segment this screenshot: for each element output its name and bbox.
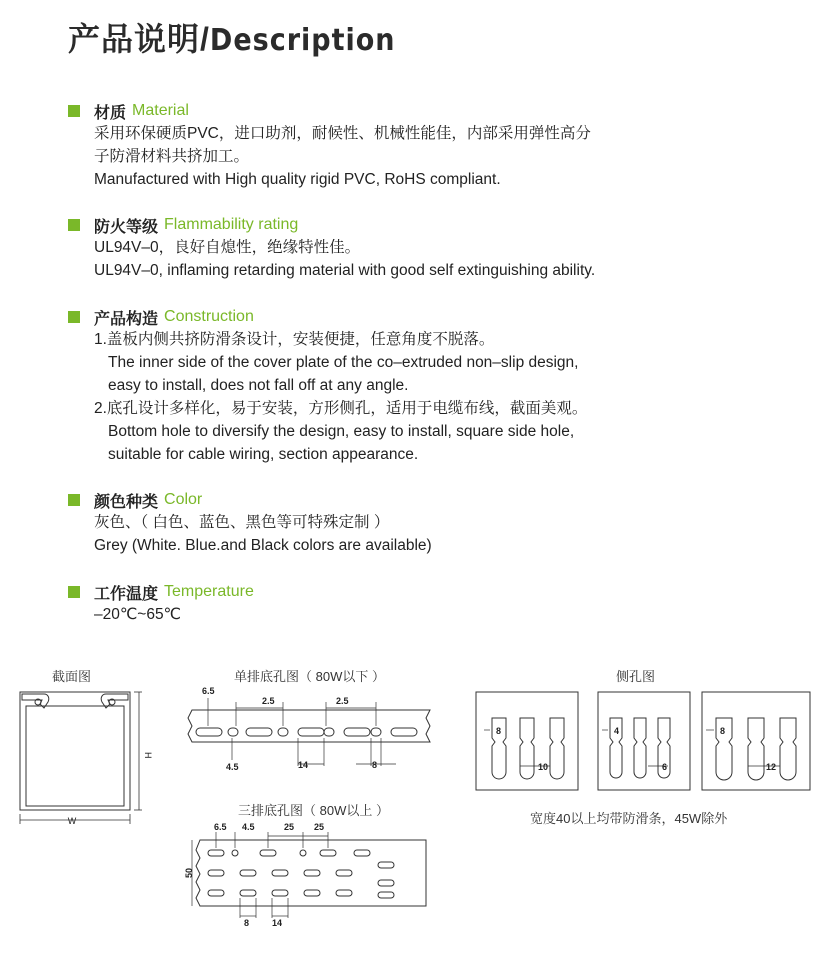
cross-section-label: 截面图 (52, 669, 92, 684)
title-slash: / (200, 21, 210, 57)
text-line: 灰色、（ 白色、蓝色、黑色等可特殊定制 ） (94, 514, 390, 531)
text-line: 2.底孔设计多样化，易于安装，方形侧孔，适用于电缆布线，截面美观。 (94, 400, 588, 417)
text-line: Bottom hole to diversify the design, easy to install, square side hole, (108, 423, 575, 440)
title-zh: 产品说明 (68, 21, 201, 57)
side-hole-label: 侧孔图 (616, 669, 656, 684)
dim-label: 25 (284, 822, 295, 832)
section-heading-en: Material (132, 102, 189, 119)
title-en: Description (209, 23, 396, 58)
dim-label: 12 (766, 762, 777, 772)
text-line: UL94V–0，良好自熄性，绝缘特性佳。 (94, 239, 361, 256)
dim-label: 6 (662, 762, 668, 772)
bullet-square-icon (68, 586, 80, 598)
section-heading-zh: 颜色种类 (94, 493, 159, 511)
section-construction (68, 306, 587, 466)
text-line: 采用环保硬质PVC，进口助剂，耐候性、机械性能佳，内部采用弹性高分 (94, 125, 591, 142)
section-heading-en: Color (164, 491, 203, 508)
dim-label: 50 (184, 867, 194, 878)
dim-label: 14 (272, 918, 283, 928)
page-title (68, 14, 396, 60)
dim-label: 8 (720, 726, 726, 736)
dim-label: 4 (614, 726, 620, 736)
dim-label: 2.5 (262, 696, 275, 706)
triple-row-label: 三排底孔图（ 80W以上 ） (238, 803, 389, 818)
section-heading-zh: 产品构造 (94, 310, 159, 328)
single-row-label: 单排底孔图（ 80W以下 ） (234, 669, 385, 684)
dim-label: 4.5 (242, 822, 255, 832)
section-heading-en: Temperature (164, 583, 254, 600)
section-flammability (68, 214, 595, 282)
text-line: Grey (White. Blue.and Black colors are available) (94, 537, 432, 554)
text-line: The inner side of the cover plate of the co–extruded non–slip design, (108, 354, 579, 371)
dim-label: 10 (538, 762, 549, 772)
section-temperature (68, 581, 254, 626)
text-line: suitable for cable wiring, section appearance. (108, 446, 419, 463)
text-line: 子防滑材料共挤加工。 (94, 148, 250, 165)
section-material (68, 100, 591, 191)
bullet-square-icon (68, 105, 80, 117)
side-hole-diagram (474, 690, 814, 794)
cross-section-diagram (14, 688, 154, 828)
side-hole-note: 宽度40以上均带防滑条，45W除外 (530, 811, 728, 826)
text-line: easy to install, does not fall off at any angle. (108, 377, 409, 394)
dim-label: 8 (372, 760, 378, 770)
text-line: Manufactured with High quality rigid PVC, RoHS compliant. (94, 171, 501, 188)
dim-label: 8 (244, 918, 250, 928)
section-heading-en: Construction (164, 308, 254, 325)
text-line: 1.盖板内侧共挤防滑条设计，安装便捷，任意角度不脱落。 (94, 331, 495, 348)
dim-h: H (143, 752, 153, 759)
single-row-diagram (186, 686, 446, 772)
bullet-square-icon (68, 219, 80, 231)
section-heading-zh: 材质 (94, 104, 127, 122)
text-line: –20℃~65℃ (94, 606, 181, 623)
bullet-square-icon (68, 494, 80, 506)
dim-label: 4.5 (226, 762, 239, 772)
dim-label: 6.5 (202, 686, 215, 696)
dim-w: W (67, 816, 77, 826)
section-color (68, 489, 432, 557)
section-heading-zh: 防火等级 (94, 218, 159, 236)
dim-label: 2.5 (336, 696, 349, 706)
dim-label: 25 (314, 822, 325, 832)
triple-row-diagram (180, 818, 430, 930)
text-line: UL94V–0, inflaming retarding material with good self extinguishing ability. (94, 262, 596, 279)
bullet-square-icon (68, 311, 80, 323)
section-heading-en: Flammability rating (164, 216, 299, 233)
dim-label: 6.5 (214, 822, 227, 832)
dim-label: 8 (496, 726, 502, 736)
section-heading-zh: 工作温度 (94, 585, 159, 603)
dim-label: 14 (298, 760, 309, 770)
